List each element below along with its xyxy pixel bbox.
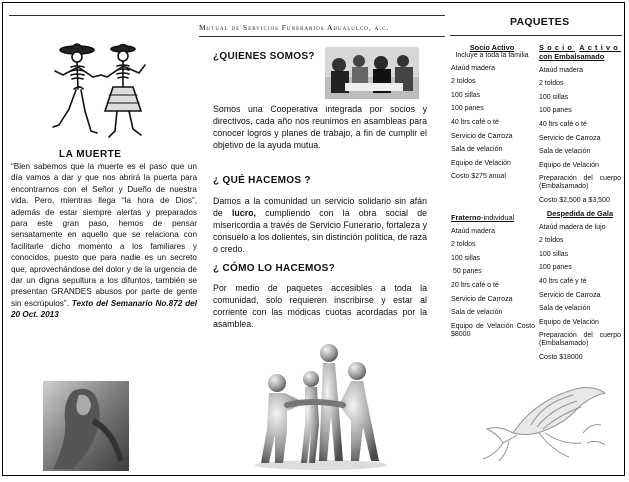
list-item: 100 sillas — [539, 93, 569, 101]
package-fraterno — [451, 213, 535, 339]
list-item: Preparación del cuerpo (Embalsamado) — [539, 175, 621, 191]
list-item: 100 panes — [539, 264, 572, 272]
list-item: 2 toldos — [451, 241, 476, 249]
list-item: 40 ltrs café y té — [539, 277, 587, 285]
list-item: Equipo de Velación — [451, 159, 511, 167]
fraterno-heading — [451, 213, 535, 222]
group-figures-image — [247, 341, 395, 471]
list-item: Ataúd madera — [451, 227, 495, 235]
list-item: Equipo de Velación — [539, 318, 599, 326]
package-socio-embalsamado — [539, 43, 621, 205]
que-hacemos-bold: lucro, — [231, 208, 256, 218]
que-hacemos-heading: ¿ QUÉ HACEMOS ? — [213, 175, 311, 186]
grieving-statue-image — [43, 381, 129, 471]
despedida-title: Despedida de Gala — [546, 209, 614, 218]
despedida-items — [539, 224, 621, 362]
list-item: 20 ltrs café o té — [451, 281, 499, 289]
team-photo-image — [325, 47, 419, 99]
brochure-page — [2, 2, 625, 476]
list-item: Ataúd madera de lujo — [539, 223, 606, 231]
list-item: Costo $2,500 a $3,500 — [539, 196, 610, 204]
list-item: Equipo de Velación — [539, 161, 599, 169]
organization-name: Mutual de Servicios Funerarios Ahualulco, a.c. — [199, 23, 390, 32]
la-muerte-citation: Texto del Semanario No.872 del 20 Oct. 2013 — [11, 298, 197, 320]
list-item: Equipo de Velación Costo $8000 — [451, 322, 535, 338]
socio-embalsamado-title-line2: con Embalsamado — [539, 52, 605, 61]
list-item: Servicio de Carroza — [539, 291, 601, 299]
list-item: Ataúd madera — [451, 64, 495, 72]
list-item: 100 sillas — [451, 254, 481, 262]
list-item: Sala de velación — [451, 309, 503, 317]
paquetes-rule — [450, 35, 622, 36]
que-hacemos-text — [213, 195, 427, 255]
socio-activo-title: Socio Activo — [469, 43, 515, 52]
list-item: 100 panes — [451, 105, 484, 113]
list-item: Servicio de Carroza — [451, 295, 513, 303]
list-item: Ataúd madera — [539, 66, 583, 74]
list-item: 40 ltrs café o té — [539, 120, 587, 128]
como-lo-hacemos-text: Por medio de paquetes accesibles a toda la comunidad, solo requieren inscribirse y estar al corriente con las módicas cuotas acordadas por la asamblea. — [213, 283, 427, 329]
list-item: 100 sillas — [539, 250, 569, 258]
dove-sketch-image — [473, 363, 613, 463]
socio-embalsamado-word1: Socio — [539, 43, 576, 52]
list-item: 100 sillas — [451, 91, 481, 99]
fraterno-suffix: -individual — [480, 213, 515, 222]
socio-embalsamado-items — [539, 67, 621, 205]
la-muerte-heading: LA MUERTE — [59, 149, 122, 160]
fraterno-title: Fraterno — [451, 213, 481, 222]
paquetes-title: PAQUETES — [510, 16, 570, 28]
list-item: Costo $275 anual — [451, 173, 506, 181]
list-item: 2 toldos — [451, 78, 476, 86]
list-item: 2 toldos — [539, 80, 564, 88]
como-lo-hacemos-heading: ¿ CÓMO LO HACEMOS? — [213, 263, 336, 274]
list-item: Sala de velación — [539, 148, 591, 156]
quienes-somos-heading: ¿QUIENES SOMOS? — [213, 51, 315, 62]
la-muerte-text — [11, 161, 197, 321]
list-item: 40 ltrs café o té — [451, 118, 499, 126]
header-rule-bottom — [199, 36, 445, 37]
list-item: 100 panes — [539, 107, 572, 115]
list-item: Costo $18000 — [539, 353, 583, 361]
list-item: 2 toldos — [539, 237, 564, 245]
dancing-skeletons-image — [49, 41, 151, 143]
la-muerte-quote: “Bien sabemos que la muerte es el paso que un día vamos a dar y que nos abrirá la puerta para encontrarnos con el Señor y Dueño de nuestra vida. Pero, mientras llega “la hora de Dios”, además de estar siempre alertas y preparados para este gran paso, hemos de pensar sensatamente en aquello que se relaciona con facilitarle dicho momento a los familiares y conocidos, puesto que para nadie es un secreto que, aprovechándose del dolor y de la urgencia de dar un digna sepultura a los difuntos, también se presentan GRANDES abusos por parte de gente sin escrúpulos”. — [11, 162, 197, 308]
que-hacemos-text-b: cumpliendo con la obra social de misericordia a través de Servicio Funerario, fortaleza y consuelo a los dolientes, sin distinción política, de raza o credo. — [213, 208, 427, 254]
package-despedida-gala — [539, 209, 621, 362]
list-item: Sala de velación — [451, 146, 503, 154]
socio-embalsamado-word2: Activo — [579, 43, 621, 52]
list-item: Servicio de Carroza — [451, 132, 513, 140]
socio-activo-subtitle: Incluye a toda la familia — [455, 52, 529, 59]
socio-embalsamado-title — [539, 43, 621, 52]
list-item: Preparación del cuerpo (Embalsamado) — [539, 332, 621, 348]
socio-activo-items — [451, 65, 533, 182]
header-rule-top — [9, 15, 445, 16]
quienes-somos-text: Somos una Cooperativa integrada por socios y directivos, cada año nos reunimos en asambleas para conocer logros y planes de trabajo, a fin de cumplir el objetivo de la ayuda mutua. — [213, 104, 427, 150]
list-item: Sala de velación — [539, 305, 591, 313]
package-socio-activo — [451, 43, 533, 181]
list-item: 50 panes — [451, 268, 482, 276]
fraterno-items — [451, 228, 535, 339]
que-hacemos-text-a: Damos a la comunidad un servicio solidario sin afán de — [213, 196, 427, 218]
list-item: Servicio de Carroza — [539, 134, 601, 142]
